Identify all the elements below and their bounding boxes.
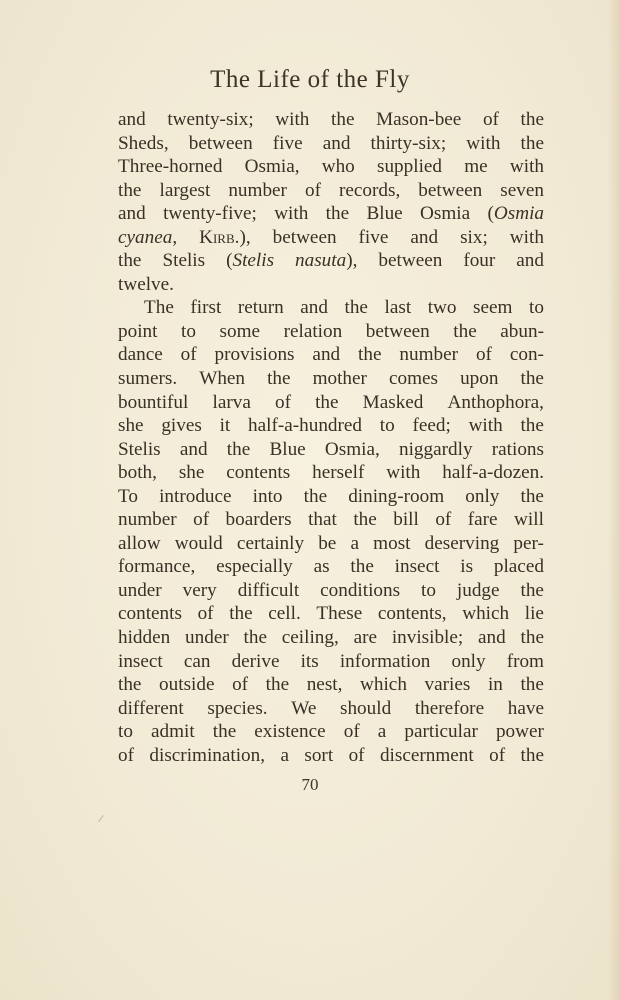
word: between xyxy=(365,320,430,342)
word: four xyxy=(463,250,496,272)
word: different xyxy=(118,697,184,719)
word: abun- xyxy=(500,320,544,342)
running-head: The Life of the Fly xyxy=(210,66,410,93)
word: derive xyxy=(231,650,280,672)
word: existence xyxy=(254,721,326,743)
text-line xyxy=(118,414,544,438)
word: of xyxy=(232,674,249,696)
text-line xyxy=(118,296,544,320)
word: species. xyxy=(207,697,268,719)
word: of xyxy=(343,721,360,743)
word: Blue xyxy=(366,203,403,225)
word: with xyxy=(509,226,544,248)
word: The xyxy=(144,297,174,319)
word: would xyxy=(174,532,223,554)
word: cell. xyxy=(268,603,301,625)
word: (Stelis xyxy=(226,250,275,272)
word: sumers. xyxy=(118,368,178,390)
word: with xyxy=(466,132,501,154)
word: half-a-hundred xyxy=(248,415,363,437)
word: point xyxy=(118,320,158,342)
word: invisible; xyxy=(391,627,464,649)
word: to xyxy=(529,297,544,319)
word: with xyxy=(275,109,310,130)
word: Blue xyxy=(269,438,306,460)
word: deserving xyxy=(424,532,500,554)
word: the xyxy=(265,674,290,696)
word: twenty-five; xyxy=(163,203,257,225)
word: the xyxy=(520,579,544,601)
word: of xyxy=(193,509,210,531)
word: contents xyxy=(118,603,182,625)
word: which xyxy=(360,674,407,696)
word: to xyxy=(118,721,133,743)
word: Three-horned xyxy=(118,156,223,178)
word: of xyxy=(475,344,492,366)
word: return xyxy=(237,297,284,319)
word: mother xyxy=(312,368,367,390)
word: the xyxy=(344,297,368,319)
word: will xyxy=(514,509,544,531)
word: lie xyxy=(524,603,544,625)
word: per- xyxy=(513,532,544,554)
word: Stelis xyxy=(162,250,206,272)
word: between xyxy=(272,226,337,248)
text-line xyxy=(118,132,544,156)
word: the xyxy=(267,368,291,390)
word: contents xyxy=(226,462,291,484)
text-line xyxy=(118,720,544,744)
word: largest xyxy=(159,179,211,201)
word: only xyxy=(465,485,500,507)
word: the xyxy=(520,132,544,154)
word: she xyxy=(118,415,144,437)
word: can xyxy=(183,650,211,672)
text-line xyxy=(118,508,544,532)
word: sort xyxy=(304,744,334,766)
word: five xyxy=(272,132,303,154)
word: most xyxy=(373,532,411,554)
word: and xyxy=(300,297,328,319)
word: in xyxy=(487,674,503,696)
word: the xyxy=(520,415,544,437)
word: of xyxy=(482,109,499,130)
word: feed; xyxy=(412,415,451,437)
word: When xyxy=(199,368,246,390)
word: of xyxy=(489,744,506,766)
word: half-a-dozen. xyxy=(442,462,544,484)
word: number xyxy=(118,509,177,531)
word: outside xyxy=(159,674,215,696)
word: niggardly xyxy=(399,438,473,460)
word: between xyxy=(188,132,253,154)
word: seem xyxy=(473,297,513,319)
word: the xyxy=(520,368,544,390)
word: and xyxy=(410,226,439,248)
word: some xyxy=(219,320,261,342)
text-line xyxy=(118,202,544,226)
word: the xyxy=(520,109,544,130)
word: dining-room xyxy=(348,485,445,507)
word: and xyxy=(312,344,341,366)
word: con- xyxy=(509,344,544,366)
word: two xyxy=(427,297,457,319)
text-line xyxy=(118,744,544,768)
word: These xyxy=(316,603,363,625)
word: the xyxy=(453,320,477,342)
word: admit xyxy=(151,721,195,743)
word: Osmia xyxy=(420,203,471,225)
word: five xyxy=(358,226,389,248)
word: between xyxy=(418,179,483,201)
text-line xyxy=(118,626,544,650)
word: the xyxy=(118,250,142,272)
word: of xyxy=(435,509,452,531)
text-line xyxy=(118,650,544,674)
word: and xyxy=(118,109,146,130)
word: a xyxy=(280,744,289,766)
word: provisions xyxy=(214,344,295,366)
word: the xyxy=(243,627,267,649)
word: the xyxy=(331,109,355,130)
word: seven xyxy=(500,179,544,201)
word: the xyxy=(353,509,377,531)
text-line xyxy=(118,343,544,367)
word: with xyxy=(274,203,309,225)
word: to xyxy=(181,320,196,342)
word: which xyxy=(462,603,510,625)
word: rations xyxy=(491,438,544,460)
word: bountiful xyxy=(118,391,189,413)
word: Sheds, xyxy=(118,132,169,154)
word: the xyxy=(315,391,339,413)
word: Mason-bee xyxy=(376,109,462,130)
word: are xyxy=(353,627,378,649)
word: of xyxy=(274,391,291,413)
text-line xyxy=(118,320,544,344)
word: fare xyxy=(467,509,498,531)
word: have xyxy=(507,697,544,719)
word: bill xyxy=(393,509,419,531)
word: discrimination, xyxy=(149,744,266,766)
word: twenty-six; xyxy=(167,109,254,130)
word: is xyxy=(460,556,474,578)
word: Masked xyxy=(362,391,424,413)
word: under xyxy=(118,579,162,601)
word: larva xyxy=(212,391,251,413)
word: between xyxy=(378,250,443,272)
word: and xyxy=(118,203,146,225)
word: discernment xyxy=(379,744,474,766)
word: boarders xyxy=(225,509,292,531)
word: particular xyxy=(404,721,478,743)
word: nasuta), xyxy=(295,250,358,272)
word: comes xyxy=(388,368,439,390)
word: Kirb.), xyxy=(199,226,251,248)
word: introduce xyxy=(159,485,232,507)
word: of xyxy=(348,744,365,766)
word: hidden xyxy=(118,627,171,649)
word: information xyxy=(339,650,431,672)
word: of xyxy=(180,344,197,366)
word: herself xyxy=(312,462,365,484)
word: a xyxy=(350,532,360,554)
word: from xyxy=(506,650,544,672)
word: therefore xyxy=(414,697,485,719)
word: the xyxy=(358,344,382,366)
word: records, xyxy=(339,179,401,201)
word: should xyxy=(340,697,392,719)
text-line xyxy=(118,438,544,462)
text-line xyxy=(118,249,544,273)
word: the xyxy=(520,744,544,766)
text-line xyxy=(118,108,544,132)
word: ceiling, xyxy=(281,627,339,649)
text-line xyxy=(118,179,544,203)
page-edge-shadow xyxy=(608,0,620,1000)
word: she xyxy=(178,462,205,484)
word: the xyxy=(226,438,251,460)
text-line xyxy=(118,579,544,603)
page-number: 70 xyxy=(301,775,319,794)
word: the xyxy=(520,674,544,696)
word: (Osmia xyxy=(487,203,544,225)
word: under xyxy=(185,627,229,649)
word: into xyxy=(252,485,283,507)
word: first xyxy=(190,297,222,319)
text-line xyxy=(118,461,544,485)
word: Anthophora, xyxy=(447,391,544,413)
word: of xyxy=(118,744,134,766)
word: who xyxy=(321,156,355,178)
word: Osmia, xyxy=(244,156,300,178)
word: its xyxy=(300,650,319,672)
word: insect xyxy=(394,556,440,578)
word: dance xyxy=(118,344,163,366)
word: the xyxy=(303,485,328,507)
word: contents, xyxy=(377,603,447,625)
word: me xyxy=(464,156,488,178)
text-line xyxy=(118,391,544,415)
word: Stelis xyxy=(118,438,161,460)
text-line xyxy=(118,532,544,556)
word: only xyxy=(451,650,486,672)
word: be xyxy=(318,532,337,554)
text-line xyxy=(118,155,544,179)
word: as xyxy=(313,556,330,578)
word: and xyxy=(478,627,506,649)
text-line xyxy=(118,273,544,297)
text-line xyxy=(118,673,544,697)
word: We xyxy=(291,697,317,719)
body-text xyxy=(118,108,544,767)
word: number xyxy=(399,344,459,366)
word: the xyxy=(118,179,142,201)
word: especially xyxy=(216,556,293,578)
word: it xyxy=(219,415,231,437)
word: the xyxy=(118,674,142,696)
word: to xyxy=(421,579,436,601)
word: placed xyxy=(493,556,544,578)
word: thirty-six; xyxy=(370,132,447,154)
word: varies xyxy=(424,674,471,696)
word: power xyxy=(495,721,544,743)
word: nest, xyxy=(306,674,343,696)
text-line xyxy=(118,555,544,579)
word: the xyxy=(520,627,544,649)
word: judge xyxy=(456,579,500,601)
text-line xyxy=(118,697,544,721)
word: very xyxy=(182,579,217,601)
word: a xyxy=(377,721,387,743)
word: of xyxy=(304,179,321,201)
word: with xyxy=(386,462,421,484)
word: and xyxy=(179,438,208,460)
word: the xyxy=(325,203,350,225)
word: allow xyxy=(118,532,161,554)
word: last xyxy=(384,297,412,319)
text-line xyxy=(118,602,544,626)
word: the xyxy=(350,556,374,578)
word: upon xyxy=(460,368,499,390)
text-line xyxy=(118,367,544,391)
word: supplied xyxy=(376,156,443,178)
word: the xyxy=(520,485,544,507)
word: twelve. xyxy=(118,273,174,295)
word: that xyxy=(308,509,337,531)
paper-mark xyxy=(98,815,108,825)
word: insect xyxy=(118,650,163,672)
word: Osmia, xyxy=(324,438,380,460)
word: difficult xyxy=(237,579,300,601)
word: of xyxy=(197,603,214,625)
word: and xyxy=(516,250,544,272)
word: the xyxy=(212,721,237,743)
text-line xyxy=(118,485,544,509)
word: cyanea, xyxy=(118,226,178,248)
word: with xyxy=(468,415,503,437)
word: six; xyxy=(460,226,488,248)
word: To xyxy=(118,485,138,507)
word: conditions xyxy=(320,579,401,601)
word: certainly xyxy=(236,532,305,554)
word: relation xyxy=(283,320,343,342)
word: and xyxy=(322,132,351,154)
word: number xyxy=(228,179,287,201)
word: to xyxy=(379,415,395,437)
word: gives xyxy=(161,415,202,437)
word: with xyxy=(509,156,544,178)
word: formance, xyxy=(118,556,196,578)
text-line xyxy=(118,226,544,250)
word: both, xyxy=(118,462,157,484)
word: the xyxy=(229,603,253,625)
